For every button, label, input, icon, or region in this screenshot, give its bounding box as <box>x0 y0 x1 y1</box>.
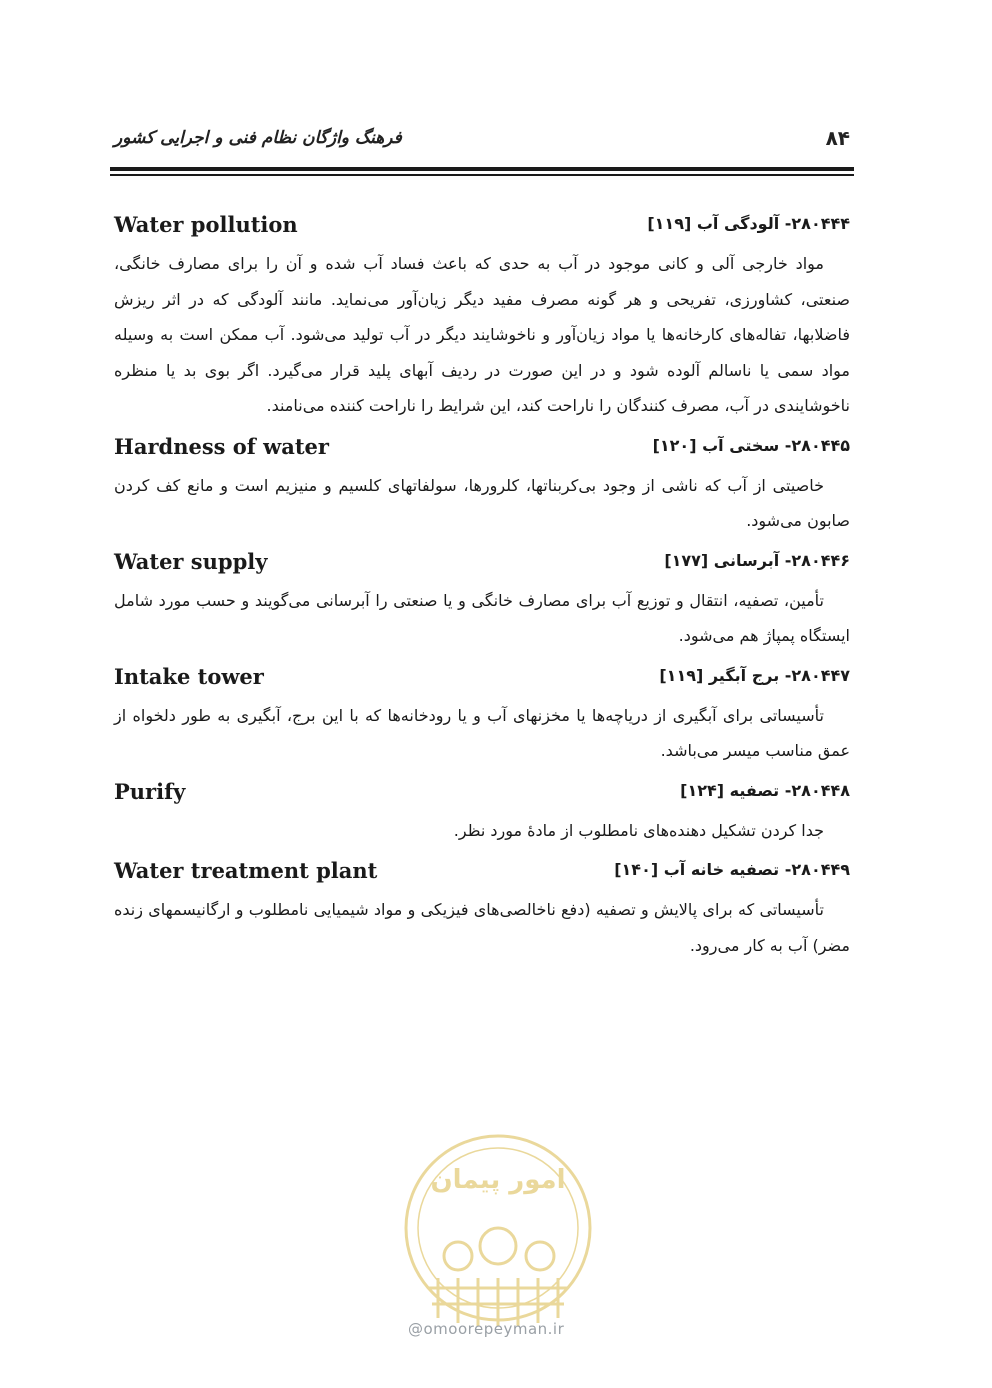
term-persian: ۲۸۰۴۴۸- تصفیه [۱۲۴] <box>680 780 850 800</box>
term-definition: تأمین، تصفیه، انتقال و توزیع آب برای مصارف خانگی و یا صنعتی را آبرسانی می‌گویند و حسب مورد شامل ایستگاه پمپاژ هم می‌شود. <box>114 590 850 645</box>
glossary-entry <box>114 854 850 963</box>
term-english: Hardness of water <box>114 433 329 459</box>
entry-head <box>114 208 850 246</box>
term-english: Water treatment plant <box>114 858 378 883</box>
term-persian: ۲۸۰۴۴۴- آلودگی آب [۱۱۹] <box>647 214 850 233</box>
term-persian: ۲۸۰۴۴۷- برج آبگیر [۱۱۹] <box>659 665 850 685</box>
header-title: فرهنگ واژگان نظام فنی و اجرایی کشور <box>114 128 402 148</box>
page-number: ۸۴ <box>825 126 850 150</box>
term-persian: ۲۸۰۴۴۶- آبرسانی [۱۷۷] <box>664 550 850 570</box>
term-definition: خاصیتی از آب که ناشی از وجود بی‌کربناتها، کلرورها، سولفاتهای کلسیم و منیزیم است و مانع کف کردن صابون می‌شود. <box>114 475 850 530</box>
page-header <box>114 122 850 162</box>
entry-head <box>114 775 850 813</box>
entry-head <box>114 854 850 892</box>
term-english: Purify <box>114 778 186 804</box>
header-rule-thick <box>110 167 854 171</box>
term-definition: تأسیساتی برای آبگیری از دریاچه‌ها یا مخزنهای آب و یا رودخانه‌ها که با این برج، آبگیری به طور دلخواه از عمق مناسب میسر می‌باشد. <box>114 705 850 760</box>
term-english: Water pollution <box>114 212 298 237</box>
term-definition: جدا کردن تشکیل دهنده‌های نامطلوب از مادۀ مورد نظر. <box>453 820 824 840</box>
watermark-url: @omoorepeyman.ir <box>408 1320 565 1338</box>
term-definition: مواد خارجی آلی و کانی موجود در آب به حدی که باعث فساد آب شده و آن را برای مصارف خانگی، صنعتی، کشاورزی، تفریحی و هر گونه مصرف مفید دیگر زیان‌آور می‌نماید. مانند آلودگی که در اثر ریزش فاضلابها، تفاله‌های کارخانه‌ها یا مواد زیان‌آور و ناخوشایند دیگر در آب تولید می‌شود. آب ممکن است به وسیله مواد سمی یا ناسالم آلوده شود و در این صورت در ردیف آبهای پلید قرار می‌گیرد. اگر بوی بد یا منظره ناخوشایندی در آب، مصرف کنندگان را ناراحت کند، این شرایط را ناراحت کننده می‌نامند. <box>114 254 850 415</box>
term-english: Intake tower <box>114 663 264 689</box>
glossary-entry <box>114 430 850 539</box>
glossary-entry <box>114 660 850 769</box>
term-persian: ۲۸۰۴۴۹- تصفیه خانه آب [۱۴۰] <box>614 860 850 879</box>
entry-head <box>114 545 850 583</box>
entry-head <box>114 660 850 698</box>
watermark-text: امور پیمان <box>430 1165 566 1195</box>
watermark-logo <box>398 1128 598 1328</box>
glossary-entry <box>114 775 850 849</box>
glossary-entry <box>114 545 850 654</box>
header-rule-thin <box>110 174 854 176</box>
term-persian: ۲۸۰۴۴۵- سختی آب [۱۲۰] <box>652 435 850 455</box>
glossary-entries <box>114 208 850 969</box>
glossary-entry <box>114 208 850 424</box>
term-definition: تأسیساتی که برای پالایش و تصفیه (دفع ناخالصی‌های فیزیکی و مواد شیمیایی نامطلوب و ارگانیسمهای زنده مضر) آب به کار می‌رود. <box>114 900 850 955</box>
term-english: Water supply <box>114 548 268 574</box>
entry-head <box>114 430 850 468</box>
